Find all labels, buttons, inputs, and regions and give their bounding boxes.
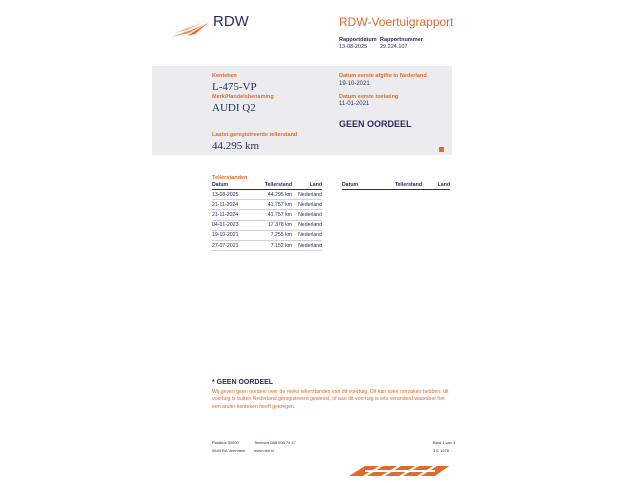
row-date: 13-08-2025 — [212, 190, 252, 200]
table-header-row — [212, 182, 322, 190]
first-admission: 11-01-2021 — [339, 101, 370, 107]
plate-label: Kenteken — [212, 73, 237, 79]
decorative-stripes — [345, 462, 450, 478]
row-reading: 7.255 km — [252, 230, 292, 240]
report-number-label: Rapportnummer — [380, 37, 423, 43]
row-reading: 41.757 km — [252, 200, 292, 210]
footer-page-number: Blad 1 van 3 — [433, 440, 456, 445]
first-admission-label: Datum eerste toelating — [339, 94, 399, 100]
table-row — [212, 230, 322, 240]
stripes-icon — [345, 462, 450, 478]
row-date: 21-11-2024 — [212, 200, 252, 210]
table-row — [212, 210, 322, 220]
report-date: 13-08-2025 — [339, 44, 368, 50]
license-plate: L-475-VP — [212, 81, 257, 93]
row-reading: 44.295 km — [252, 190, 292, 200]
footer-address-line2: 9640 RA Veendam — [212, 448, 246, 453]
first-admission-nl: 19-10-2021 — [339, 81, 370, 87]
odometer-section-title: Tellerstanden — [212, 175, 248, 181]
column-header-country: Land — [422, 182, 450, 190]
table-row — [212, 220, 322, 230]
verdict-marker — [439, 147, 444, 152]
note-text: Wij geven geen oordeel over de reeks tellerstanden van dit voertuig. Dit kan twee oorzaken hebben: dit voertuig is buiten Nederland geregistreerd geweest, of aan dit voertuig is iets veranderd waardoor het een ander kenteken heeft gekregen. — [212, 389, 449, 410]
row-country: Nederland — [292, 200, 322, 210]
row-date: 21-11-2024 — [212, 210, 252, 220]
last-odometer-label: Laatst geregistreerde tellerstand — [212, 132, 298, 138]
footer-code: 3 E 1678 — [433, 448, 450, 453]
table-row — [212, 190, 322, 200]
verdict: GEEN OORDEEL — [339, 119, 412, 129]
row-country: Nederland — [292, 240, 322, 250]
row-reading: 17.378 km — [252, 220, 292, 230]
vehicle-make: AUDI Q2 — [212, 102, 256, 114]
row-date: 19-10-2021 — [212, 230, 252, 240]
column-header-reading: Tellerstand — [382, 182, 422, 190]
column-header-date: Datum — [342, 182, 382, 190]
table-row — [212, 200, 322, 210]
table-row — [212, 240, 322, 250]
last-odometer: 44.295 km — [212, 140, 260, 152]
report-title: RDW-Voertuigrapport — [339, 15, 454, 29]
row-date: 27-07-2021 — [212, 240, 252, 250]
row-country: Nederland — [292, 230, 322, 240]
footer-website: www.rdw.nl — [254, 448, 275, 453]
row-country: Nederland — [292, 220, 322, 230]
column-header-country: Land — [292, 182, 322, 190]
report-number: 29.224.107 — [380, 44, 408, 50]
odometer-table-second — [342, 182, 450, 190]
footer-phone: Telefoon 088 008 74 47 — [254, 440, 296, 445]
odometer-table — [212, 182, 322, 251]
row-country: Nederland — [292, 210, 322, 220]
row-reading: 7.152 km — [252, 240, 292, 250]
brand-name: RDW — [213, 13, 249, 30]
note-title: * GEEN OORDEEL — [212, 379, 274, 386]
report-date-label: Rapportdatum — [339, 37, 377, 43]
row-reading: 41.757 km — [252, 210, 292, 220]
rdw-logo-icon — [165, 20, 210, 44]
vehicle-summary-panel — [152, 66, 452, 155]
table-header-row — [342, 182, 450, 190]
first-admission-nl-label: Datum eerste afgifte in Nederland — [339, 73, 427, 79]
column-header-reading: Tellerstand — [252, 182, 292, 190]
rdw-logo — [165, 20, 210, 44]
row-date: 04-01-2023 — [212, 220, 252, 230]
row-country: Nederland — [292, 190, 322, 200]
column-header-date: Datum — [212, 182, 252, 190]
make-label: Merk/Handelsbenaming — [212, 94, 274, 100]
footer-address-line1: Postbus 30000 — [212, 440, 239, 445]
